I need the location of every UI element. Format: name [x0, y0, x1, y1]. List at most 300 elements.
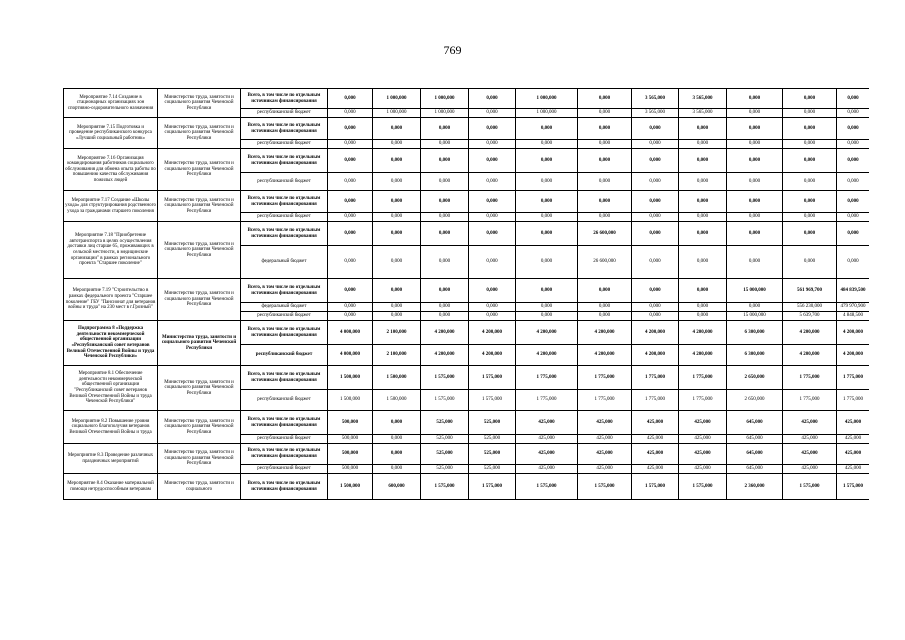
amount-cell: 1 000,000 — [516, 109, 578, 118]
amount-cell: 0,000 — [469, 213, 516, 222]
executor-cell: Министерство труда, занятости и социального развития Чеченской Республики — [158, 321, 241, 366]
amount-cell: 4 200,000 — [632, 345, 679, 366]
amount-cell: 15 000,000 — [727, 312, 783, 321]
measure-name-cell: Мероприятие 7.17 Создание «Школы ухода» для структурирования родственного ухода за гражданами старшего поколения — [64, 191, 158, 222]
amount-cell: 425,000 — [516, 411, 578, 435]
amount-cell: 4 200,000 — [516, 345, 578, 366]
amount-cell: 0,000 — [469, 279, 516, 303]
amount-cell: 0,000 — [578, 89, 632, 109]
amount-cell: 0,000 — [373, 435, 421, 444]
amount-cell: 0,000 — [421, 246, 469, 279]
amount-cell: 0,000 — [578, 279, 632, 303]
amount-cell: 0,000 — [837, 109, 870, 118]
amount-cell: 2 360,000 — [727, 474, 783, 500]
amount-cell: 0,000 — [516, 246, 578, 279]
amount-cell: 0,000 — [578, 140, 632, 149]
amount-cell: 0,000 — [783, 149, 837, 173]
amount-cell: 525,000 — [469, 444, 516, 465]
amount-cell: 4 848,500 — [837, 312, 870, 321]
amount-cell: 425,000 — [632, 435, 679, 444]
amount-cell: 425,000 — [516, 444, 578, 465]
amount-cell: 0,000 — [837, 89, 870, 109]
table-row — [64, 118, 870, 140]
amount-cell: 0,000 — [727, 118, 783, 140]
amount-cell: 0,000 — [373, 411, 421, 435]
amount-cell: 0,000 — [632, 149, 679, 173]
amount-cell: 0,000 — [328, 149, 373, 173]
amount-cell: 1 000,000 — [373, 89, 421, 109]
amount-cell: 0,000 — [373, 222, 421, 246]
amount-cell: 425,000 — [783, 435, 837, 444]
amount-cell: 0,000 — [727, 109, 783, 118]
funding-source-cell: республиканский бюджет — [241, 465, 328, 474]
amount-cell: 561 969,700 — [783, 279, 837, 303]
amount-cell: 0,000 — [421, 140, 469, 149]
amount-cell: 484 839,500 — [837, 279, 870, 303]
amount-cell: 4 200,000 — [783, 321, 837, 345]
amount-cell: 525,000 — [469, 435, 516, 444]
amount-cell: 0,000 — [679, 118, 727, 140]
amount-cell: 479 970,900 — [837, 303, 870, 312]
table-body — [64, 89, 870, 500]
amount-cell: 0,000 — [727, 149, 783, 173]
amount-cell: 0,000 — [516, 222, 578, 246]
amount-cell: 0,000 — [516, 213, 578, 222]
amount-cell: 0,000 — [469, 173, 516, 191]
amount-cell: 0,000 — [421, 213, 469, 222]
amount-cell: 0,000 — [328, 89, 373, 109]
amount-cell: 15 000,000 — [727, 279, 783, 303]
amount-cell: 425,000 — [578, 435, 632, 444]
amount-cell: 1 000,000 — [516, 89, 578, 109]
amount-cell: 500,000 — [328, 435, 373, 444]
amount-cell: 4 200,000 — [783, 345, 837, 366]
amount-cell: 0,000 — [328, 173, 373, 191]
amount-cell: 4 200,000 — [421, 321, 469, 345]
table-row — [64, 89, 870, 109]
amount-cell: 3 565,000 — [679, 89, 727, 109]
amount-cell: 425,000 — [679, 411, 727, 435]
amount-cell: 6 300,000 — [727, 345, 783, 366]
amount-cell: 0,000 — [421, 118, 469, 140]
amount-cell: 2 100,000 — [373, 321, 421, 345]
amount-cell: 0,000 — [373, 303, 421, 312]
amount-cell: 0,000 — [578, 109, 632, 118]
amount-cell: 425,000 — [578, 411, 632, 435]
amount-cell: 0,000 — [421, 191, 469, 213]
amount-cell: 425,000 — [679, 465, 727, 474]
amount-cell: 26 600,000 — [578, 246, 632, 279]
amount-cell: 26 600,000 — [578, 222, 632, 246]
amount-cell: 0,000 — [632, 118, 679, 140]
amount-cell: 4 000,000 — [328, 321, 373, 345]
funding-source-cell: республиканский бюджет — [241, 435, 328, 444]
amount-cell: 0,000 — [783, 246, 837, 279]
amount-cell: 0,000 — [837, 246, 870, 279]
measure-name-cell: Мероприятие 8.4 Оказание материальной помощи нетрудоспособным ветеранам — [64, 474, 158, 500]
amount-cell: 0,000 — [727, 173, 783, 191]
amount-cell: 425,000 — [837, 465, 870, 474]
amount-cell: 4 200,000 — [578, 345, 632, 366]
amount-cell: 1 775,000 — [516, 390, 578, 411]
funding-source-cell: республиканский бюджет — [241, 109, 328, 118]
table-row — [64, 279, 870, 303]
amount-cell: 0,000 — [516, 191, 578, 213]
amount-cell: 2 100,000 — [373, 345, 421, 366]
amount-cell: 0,000 — [469, 109, 516, 118]
executor-cell: Министерство труда, занятости и социального развития Чеченской Республики — [158, 89, 241, 118]
amount-cell: 0,000 — [421, 222, 469, 246]
amount-cell: 0,000 — [783, 222, 837, 246]
measure-name-cell: Подпрограмма 8 «Поддержка деятельности некоммерческой общественной организации «Республиканский совет ветеранов Великой Отечественной Войны и труда Чеченской Республики» — [64, 321, 158, 366]
funding-source-cell: федеральный бюджет — [241, 246, 328, 279]
amount-cell: 1 575,000 — [578, 474, 632, 500]
amount-cell: 1 775,000 — [516, 366, 578, 390]
table-row — [64, 366, 870, 390]
amount-cell: 0,000 — [469, 118, 516, 140]
amount-cell: 1 775,000 — [783, 390, 837, 411]
amount-cell: 0,000 — [328, 213, 373, 222]
funding-source-cell: Всего, в том числе по отдельным источникам финансирования — [241, 222, 328, 246]
amount-cell: 425,000 — [632, 465, 679, 474]
amount-cell: 425,000 — [837, 435, 870, 444]
amount-cell: 0,000 — [469, 303, 516, 312]
amount-cell: 0,000 — [837, 140, 870, 149]
amount-cell: 525,000 — [469, 411, 516, 435]
amount-cell: 425,000 — [679, 444, 727, 465]
amount-cell: 556 230,000 — [783, 303, 837, 312]
amount-cell: 2 650,000 — [727, 390, 783, 411]
funding-source-cell: республиканский бюджет — [241, 140, 328, 149]
amount-cell: 5 639,700 — [783, 312, 837, 321]
amount-cell: 0,000 — [837, 173, 870, 191]
amount-cell: 0,000 — [373, 118, 421, 140]
measure-name-cell: Мероприятие 7.14 Создание в стационарных организациях зон спортивно-оздоровительного назначения — [64, 89, 158, 118]
table-row — [64, 474, 870, 500]
amount-cell: 0,000 — [783, 191, 837, 213]
amount-cell: 1 500,000 — [373, 390, 421, 411]
executor-cell: Министерство труда, занятости и социального развития Чеченской Республики — [158, 366, 241, 411]
amount-cell: 425,000 — [578, 444, 632, 465]
amount-cell: 1 775,000 — [679, 390, 727, 411]
amount-cell: 525,000 — [421, 444, 469, 465]
amount-cell: 0,000 — [727, 222, 783, 246]
measure-name-cell: Мероприятие 7.19 "Строительство в рамках федерального проекта "Старшее поколение" ГБУ "Пансионат для ветеранов войны и труда" на 230 мест в г.Грозный" — [64, 279, 158, 321]
amount-cell: 0,000 — [632, 246, 679, 279]
amount-cell: 1 000,000 — [373, 109, 421, 118]
amount-cell: 0,000 — [373, 465, 421, 474]
amount-cell: 425,000 — [783, 444, 837, 465]
amount-cell: 0,000 — [679, 173, 727, 191]
funding-source-cell: Всего, в том числе по отдельным источникам финансирования — [241, 366, 328, 390]
amount-cell: 0,000 — [469, 191, 516, 213]
amount-cell: 0,000 — [421, 173, 469, 191]
amount-cell: 6 300,000 — [727, 321, 783, 345]
amount-cell: 4 200,000 — [469, 345, 516, 366]
amount-cell: 645,000 — [727, 411, 783, 435]
amount-cell: 0,000 — [373, 191, 421, 213]
amount-cell: 0,000 — [578, 303, 632, 312]
amount-cell: 0,000 — [727, 246, 783, 279]
amount-cell: 0,000 — [373, 444, 421, 465]
amount-cell: 0,000 — [328, 312, 373, 321]
amount-cell: 500,000 — [328, 465, 373, 474]
funding-source-cell: Всего, в том числе по отдельным источникам финансирования — [241, 191, 328, 213]
amount-cell: 425,000 — [837, 411, 870, 435]
funding-source-cell: Всего, в том числе по отдельным источникам финансирования — [241, 411, 328, 435]
amount-cell: 1 575,000 — [421, 366, 469, 390]
funding-source-cell: республиканский бюджет — [241, 173, 328, 191]
amount-cell: 0,000 — [679, 191, 727, 213]
amount-cell: 4 200,000 — [578, 321, 632, 345]
amount-cell: 1 500,000 — [373, 366, 421, 390]
amount-cell: 0,000 — [469, 312, 516, 321]
amount-cell: 1 000,000 — [421, 109, 469, 118]
funding-source-cell: Всего, в том числе по отдельным источникам финансирования — [241, 474, 328, 500]
amount-cell: 0,000 — [328, 191, 373, 213]
amount-cell: 0,000 — [679, 213, 727, 222]
amount-cell: 600,000 — [373, 474, 421, 500]
amount-cell: 2 650,000 — [727, 366, 783, 390]
amount-cell: 1 575,000 — [632, 474, 679, 500]
amount-cell: 4 200,000 — [632, 321, 679, 345]
amount-cell: 1 575,000 — [469, 366, 516, 390]
amount-cell: 1 575,000 — [837, 474, 870, 500]
amount-cell: 1 575,000 — [469, 390, 516, 411]
amount-cell: 0,000 — [421, 279, 469, 303]
amount-cell: 0,000 — [578, 191, 632, 213]
amount-cell: 0,000 — [421, 312, 469, 321]
amount-cell: 0,000 — [783, 173, 837, 191]
amount-cell: 4 200,000 — [679, 345, 727, 366]
table-row — [64, 149, 870, 173]
amount-cell: 0,000 — [837, 118, 870, 140]
amount-cell: 0,000 — [632, 279, 679, 303]
amount-cell: 0,000 — [837, 149, 870, 173]
amount-cell: 0,000 — [837, 222, 870, 246]
amount-cell: 0,000 — [727, 303, 783, 312]
amount-cell: 0,000 — [373, 312, 421, 321]
amount-cell: 0,000 — [328, 303, 373, 312]
amount-cell: 1 575,000 — [783, 474, 837, 500]
budget-table-container — [63, 88, 869, 603]
amount-cell: 1 500,000 — [328, 390, 373, 411]
amount-cell: 0,000 — [469, 140, 516, 149]
amount-cell: 0,000 — [632, 303, 679, 312]
amount-cell: 0,000 — [328, 109, 373, 118]
amount-cell: 4 000,000 — [328, 345, 373, 366]
amount-cell: 425,000 — [632, 411, 679, 435]
amount-cell: 0,000 — [679, 149, 727, 173]
funding-source-cell: республиканский бюджет — [241, 345, 328, 366]
amount-cell: 0,000 — [632, 312, 679, 321]
amount-cell: 0,000 — [679, 246, 727, 279]
amount-cell: 500,000 — [328, 411, 373, 435]
page-number: 769 — [443, 43, 462, 57]
amount-cell: 525,000 — [421, 465, 469, 474]
amount-cell: 645,000 — [727, 435, 783, 444]
funding-source-cell: Всего, в том числе по отдельным источникам финансирования — [241, 321, 328, 345]
amount-cell: 525,000 — [421, 435, 469, 444]
amount-cell: 0,000 — [328, 118, 373, 140]
amount-cell: 0,000 — [727, 213, 783, 222]
amount-cell: 525,000 — [469, 465, 516, 474]
amount-cell: 0,000 — [783, 109, 837, 118]
executor-cell: Министерство труда, занятости и социального развития Чеченской Республики — [158, 191, 241, 222]
amount-cell: 0,000 — [328, 279, 373, 303]
funding-source-cell: Всего, в том числе по отдельным источникам финансирования — [241, 279, 328, 303]
amount-cell: 425,000 — [783, 465, 837, 474]
amount-cell: 500,000 — [328, 444, 373, 465]
measure-name-cell: Мероприятие 8.3 Проведение различных праздничных мероприятий — [64, 444, 158, 474]
amount-cell: 425,000 — [837, 444, 870, 465]
amount-cell: 645,000 — [727, 444, 783, 465]
amount-cell: 425,000 — [679, 435, 727, 444]
amount-cell: 425,000 — [516, 435, 578, 444]
table-row — [64, 321, 870, 345]
amount-cell: 0,000 — [837, 191, 870, 213]
amount-cell: 0,000 — [469, 246, 516, 279]
amount-cell: 3 565,000 — [632, 109, 679, 118]
funding-source-cell: Всего, в том числе по отдельным источникам финансирования — [241, 444, 328, 465]
amount-cell: 1 775,000 — [632, 390, 679, 411]
table-row — [64, 444, 870, 465]
amount-cell: 0,000 — [727, 140, 783, 149]
amount-cell: 0,000 — [328, 246, 373, 279]
amount-cell: 0,000 — [679, 140, 727, 149]
amount-cell: 0,000 — [469, 89, 516, 109]
table-row — [64, 191, 870, 213]
amount-cell: 425,000 — [783, 411, 837, 435]
funding-source-cell: Всего, в том числе по отдельным источникам финансирования — [241, 89, 328, 109]
amount-cell: 0,000 — [578, 149, 632, 173]
amount-cell: 425,000 — [578, 465, 632, 474]
amount-cell: 0,000 — [578, 173, 632, 191]
amount-cell: 4 200,000 — [837, 345, 870, 366]
amount-cell: 3 565,000 — [679, 109, 727, 118]
amount-cell: 0,000 — [578, 118, 632, 140]
amount-cell: 4 200,000 — [837, 321, 870, 345]
amount-cell: 0,000 — [328, 222, 373, 246]
amount-cell: 0,000 — [516, 140, 578, 149]
amount-cell: 0,000 — [727, 191, 783, 213]
amount-cell: 1 775,000 — [679, 366, 727, 390]
executor-cell: Министерство труда, занятости и социального — [158, 474, 241, 500]
amount-cell: 4 200,000 — [679, 321, 727, 345]
amount-cell: 0,000 — [632, 222, 679, 246]
amount-cell: 0,000 — [373, 279, 421, 303]
amount-cell: 1 575,000 — [469, 474, 516, 500]
amount-cell: 0,000 — [516, 303, 578, 312]
amount-cell: 0,000 — [783, 89, 837, 109]
funding-source-cell: Всего, в том числе по отдельным источникам финансирования — [241, 149, 328, 173]
funding-source-cell: федеральный бюджет — [241, 303, 328, 312]
funding-source-cell: республиканский бюджет — [241, 390, 328, 411]
amount-cell: 4 200,000 — [421, 345, 469, 366]
amount-cell: 0,000 — [516, 279, 578, 303]
amount-cell: 0,000 — [421, 303, 469, 312]
amount-cell: 0,000 — [469, 149, 516, 173]
amount-cell: 0,000 — [373, 246, 421, 279]
executor-cell: Министерство труда, занятости и социального развития Чеченской Республики — [158, 279, 241, 321]
amount-cell: 0,000 — [783, 213, 837, 222]
amount-cell: 0,000 — [679, 303, 727, 312]
amount-cell: 4 200,000 — [516, 321, 578, 345]
amount-cell: 1 000,000 — [421, 89, 469, 109]
amount-cell: 1 775,000 — [783, 366, 837, 390]
measure-name-cell: Мероприятие 8.2 Повышение уровня социального благополучия ветеранов Великой Отечественной Войны и труда — [64, 411, 158, 444]
amount-cell: 0,000 — [373, 213, 421, 222]
amount-cell: 0,000 — [783, 118, 837, 140]
amount-cell: 425,000 — [632, 444, 679, 465]
amount-cell: 1 575,000 — [421, 474, 469, 500]
table-row — [64, 222, 870, 246]
funding-source-cell: республиканский бюджет — [241, 312, 328, 321]
amount-cell: 0,000 — [516, 173, 578, 191]
amount-cell: 0,000 — [328, 140, 373, 149]
executor-cell: Министерство труда, занятости и социального развития Чеченской Республики — [158, 118, 241, 149]
amount-cell: 0,000 — [516, 312, 578, 321]
amount-cell: 0,000 — [679, 312, 727, 321]
amount-cell: 1 775,000 — [837, 390, 870, 411]
amount-cell: 0,000 — [373, 149, 421, 173]
amount-cell: 1 500,000 — [328, 366, 373, 390]
amount-cell: 1 775,000 — [837, 366, 870, 390]
amount-cell: 3 565,000 — [632, 89, 679, 109]
amount-cell: 0,000 — [516, 118, 578, 140]
amount-cell: 0,000 — [837, 213, 870, 222]
executor-cell: Министерство труда, занятости и социального развития Чеченской Республики — [158, 149, 241, 191]
amount-cell: 0,000 — [632, 173, 679, 191]
amount-cell: 0,000 — [679, 279, 727, 303]
budget-table — [63, 88, 869, 500]
amount-cell: 0,000 — [469, 222, 516, 246]
amount-cell: 1 775,000 — [632, 366, 679, 390]
amount-cell: 0,000 — [783, 140, 837, 149]
amount-cell: 0,000 — [516, 149, 578, 173]
executor-cell: Министерство труда, занятости и социального развития Чеченской Республики — [158, 411, 241, 444]
amount-cell: 1 575,000 — [421, 390, 469, 411]
amount-cell: 0,000 — [578, 213, 632, 222]
amount-cell: 1 775,000 — [578, 390, 632, 411]
measure-name-cell: Мероприятие 7.16 Организация командирования работников социального обслуживания для обмена опыта работы по повышению качества обслуживания пожилых людей — [64, 149, 158, 191]
amount-cell: 1 575,000 — [679, 474, 727, 500]
amount-cell: 0,000 — [632, 213, 679, 222]
amount-cell: 1 500,000 — [328, 474, 373, 500]
amount-cell: 0,000 — [727, 89, 783, 109]
amount-cell: 1 575,000 — [516, 474, 578, 500]
amount-cell: 0,000 — [373, 173, 421, 191]
amount-cell: 525,000 — [421, 411, 469, 435]
funding-source-cell: республиканский бюджет — [241, 213, 328, 222]
amount-cell: 0,000 — [578, 312, 632, 321]
amount-cell: 0,000 — [373, 140, 421, 149]
table-row — [64, 411, 870, 435]
amount-cell: 1 775,000 — [578, 366, 632, 390]
amount-cell: 4 200,000 — [469, 321, 516, 345]
executor-cell: Министерство труда, занятости и социального развития Чеченской Республики — [158, 444, 241, 474]
amount-cell: 0,000 — [421, 149, 469, 173]
amount-cell: 645,000 — [727, 465, 783, 474]
amount-cell: 0,000 — [679, 222, 727, 246]
amount-cell: 0,000 — [632, 191, 679, 213]
amount-cell: 0,000 — [632, 140, 679, 149]
measure-name-cell: Мероприятие 7.15 Подготовка и проведение республиканского конкурса «Лучший социальный работник» — [64, 118, 158, 149]
amount-cell: 425,000 — [516, 465, 578, 474]
executor-cell: Министерство труда, занятости и социального развития Чеченской Республики — [158, 222, 241, 279]
funding-source-cell: Всего, в том числе по отдельным источникам финансирования — [241, 118, 328, 140]
measure-name-cell: Мероприятие 8.1 Обеспечение деятельности некоммерческой общественной организации "Республиканский совет ветеранов Великой Отечественной Войны и труда Чеченской Республики" — [64, 366, 158, 411]
